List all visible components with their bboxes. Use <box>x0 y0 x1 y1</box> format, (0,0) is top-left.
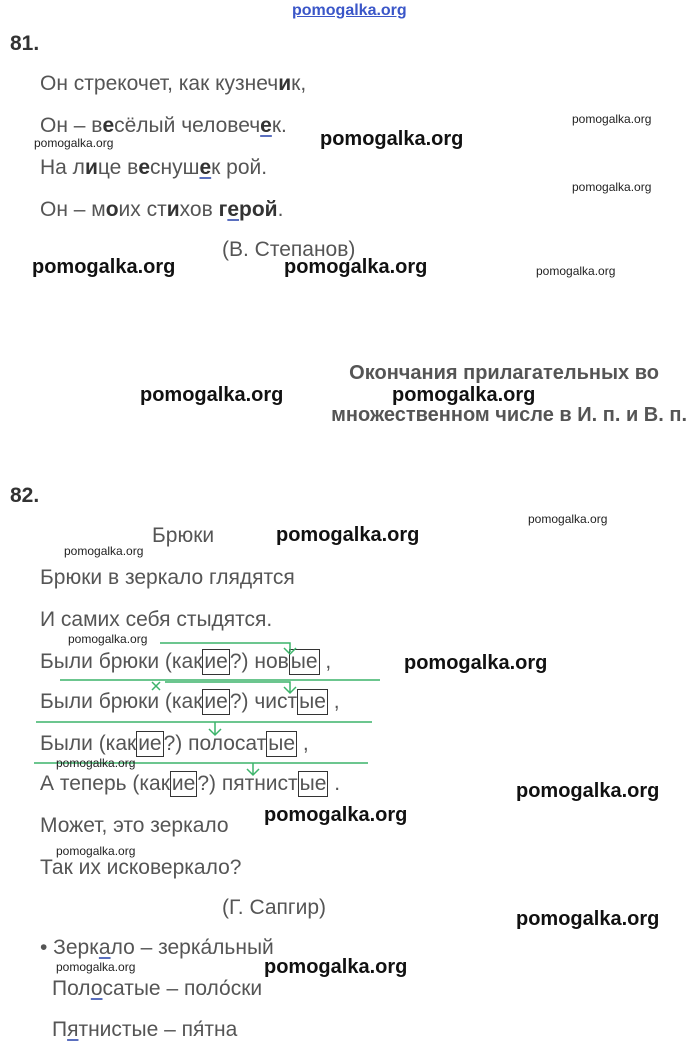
ending-box: ые <box>289 649 320 675</box>
watermark[interactable]: pomogalka.org <box>264 956 408 978</box>
poem-81-line-1: Он стрекочет, как кузнечик, <box>40 72 307 95</box>
ending-box: ые <box>297 689 328 715</box>
poem-81-author: (В. Степанов) <box>222 238 356 261</box>
watermark[interactable]: pomogalka.org <box>56 756 136 770</box>
watermark[interactable]: pomogalka.org <box>276 524 420 546</box>
poem-82-line-5: Были (какие?) полосатые , <box>40 731 309 757</box>
watermark[interactable]: pomogalka.org <box>528 512 608 526</box>
watermark[interactable]: pomogalka.org <box>516 908 660 930</box>
watermark[interactable]: pomogalka.org <box>64 544 144 558</box>
watermark[interactable]: pomogalka.org <box>56 844 136 858</box>
poem-82-author: (Г. Сапгир) <box>222 896 326 919</box>
poem-82-title: Брюки <box>152 524 215 547</box>
watermark[interactable]: pomogalka.org <box>284 256 428 278</box>
poem-82-line-4: Были брюки (какие?) чистые , <box>40 689 340 715</box>
watermark[interactable]: pomogalka.org <box>536 264 616 278</box>
poem-82-line-6: А теперь (какие?) пятнистые . <box>40 771 340 797</box>
poem-81-line-3: На лице веснушек рой. <box>40 156 268 179</box>
watermark[interactable]: pomogalka.org <box>572 180 652 194</box>
poem-81-line-4: Он – моих стихов герой. <box>40 198 284 221</box>
watermark[interactable]: pomogalka.org <box>404 652 548 674</box>
cross-mark <box>152 682 160 690</box>
top-watermark[interactable]: pomogalka.org <box>292 2 407 19</box>
exercise-81-number: 81. <box>10 32 40 55</box>
poem-82-line-1: Брюки в зеркало глядятся <box>40 566 295 589</box>
watermark[interactable]: pomogalka.org <box>68 632 148 646</box>
watermark[interactable]: pomogalka.org <box>392 384 536 406</box>
watermark[interactable]: pomogalka.org <box>264 804 408 826</box>
watermark[interactable]: pomogalka.org <box>572 112 652 126</box>
poem-82-line-8: Так их исковеркало? <box>40 856 242 879</box>
watermark[interactable]: pomogalka.org <box>516 780 660 802</box>
poem-82-line-2: И самих себя стыдятся. <box>40 608 273 631</box>
ending-box: ие <box>136 731 163 757</box>
ending-box: ие <box>202 689 229 715</box>
word-pair-3: Пятнистые – пя́тна <box>52 1018 238 1041</box>
exercise-82-number: 82. <box>10 484 40 507</box>
poem-82-line-3: Были брюки (какие?) новые , <box>40 649 331 675</box>
arrow-line-3 <box>160 643 290 652</box>
word-pair-2: Полосатые – поло́ски <box>52 977 263 1000</box>
ending-box: ие <box>202 649 229 675</box>
watermark[interactable]: pomogalka.org <box>320 128 464 150</box>
watermark[interactable]: pomogalka.org <box>56 960 136 974</box>
watermark[interactable]: pomogalka.org <box>32 256 176 278</box>
poem-82-line-7: Может, это зеркало <box>40 814 229 837</box>
section-heading-line-1: Окончания прилагательных во <box>349 362 659 384</box>
ending-box: ие <box>170 771 197 797</box>
arrow-line-4 <box>165 682 290 692</box>
word-pair-1: • Зеркало – зерка́льный <box>40 936 274 959</box>
ending-box: ые <box>266 731 297 757</box>
ending-box: ые <box>298 771 329 797</box>
poem-81-line-2: Он – весёлый человечек. <box>40 114 287 137</box>
watermark[interactable]: pomogalka.org <box>34 136 114 150</box>
section-heading-line-2: множественном числе в И. п. и В. п. <box>331 404 687 426</box>
watermark[interactable]: pomogalka.org <box>140 384 284 406</box>
